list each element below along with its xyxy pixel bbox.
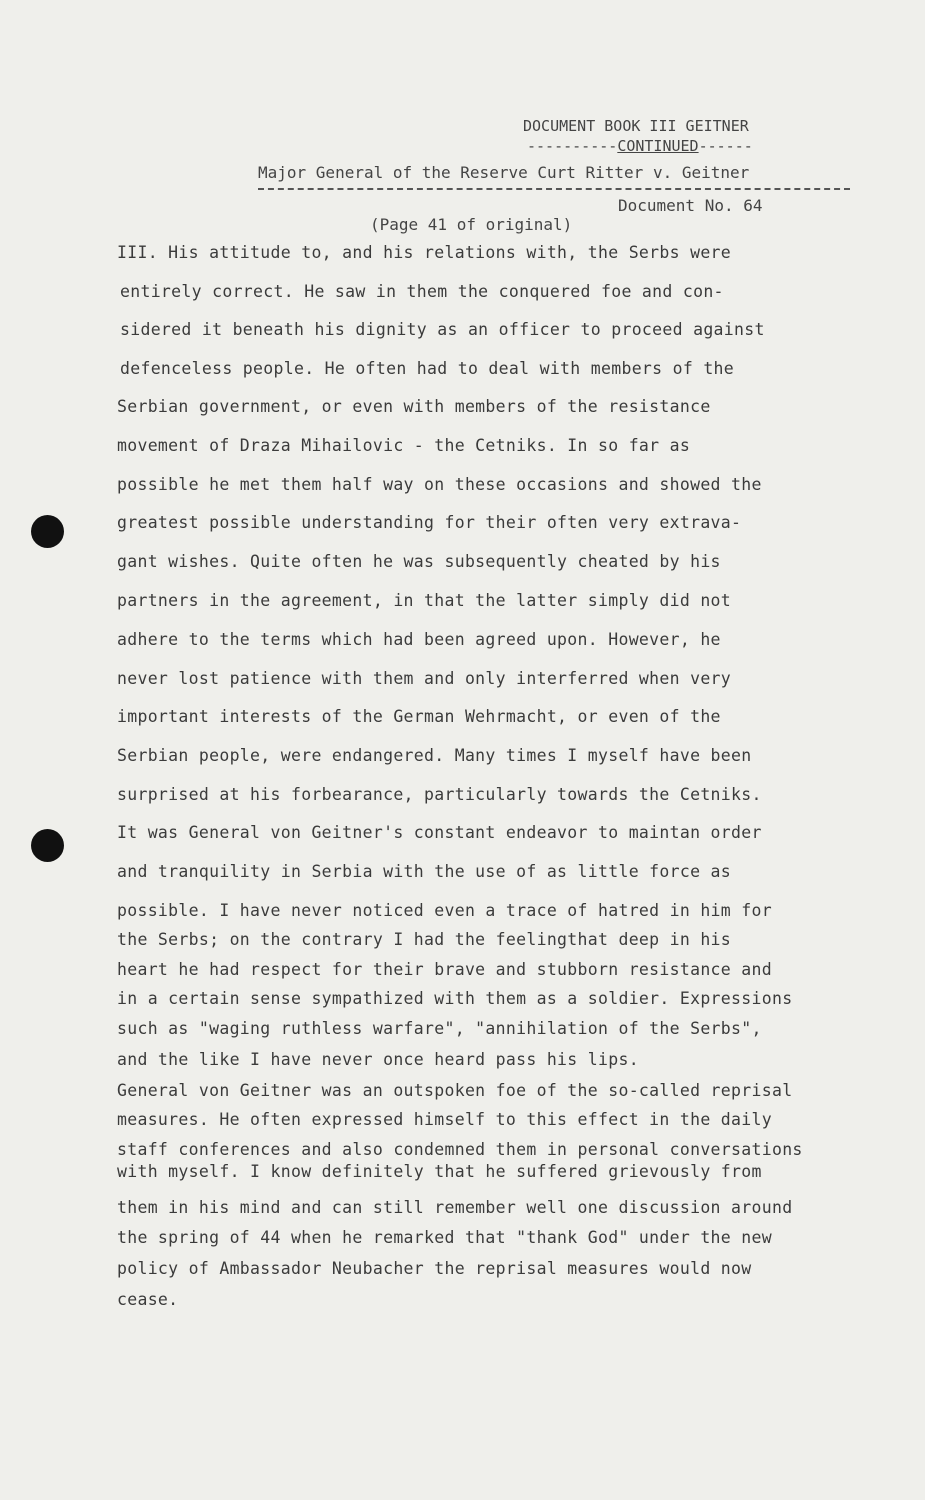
body-line: Serbian government, or even with members of the resistance [117,397,711,416]
body-line: greatest possible understanding for their often very extrava- [117,513,742,532]
body-line: possible. I have never noticed even a trace of hatred in him for [117,901,772,920]
body-line: adhere to the terms which had been agreed upon. However, he [117,630,721,649]
body-line: gant wishes. Quite often he was subsequently cheated by his [117,552,721,571]
page-reference: (Page 41 of original) [370,215,573,234]
body-line: them in his mind and can still remember well one discussion around [117,1198,793,1217]
body-line: surprised at his forbearance, particularly towards the Cetniks. [117,785,762,804]
body-line: and the like I have never once heard pass his lips. [117,1050,639,1069]
body-line: in a certain sense sympathized with them as a soldier. Expressions [117,989,793,1008]
body-line: with myself. I know definitely that he suffered grievously from [117,1162,762,1181]
continued-label: CONTINUED [617,137,699,155]
body-line: General von Geitner was an outspoken foe of the so-called reprisal [117,1081,793,1100]
body-line: cease. [117,1290,179,1309]
continued-leading-rule: ---------- [527,137,618,155]
author-name-line: Major General of the Reserve Curt Ritter v. Geitner [258,163,750,182]
document-number: Document No. 64 [618,196,763,215]
body-line: III. His attitude to, and his relations with, the Serbs were [117,243,732,262]
document-book-heading: DOCUMENT BOOK III GEITNER [523,117,749,135]
body-line: never lost patience with them and only interferred when very [117,669,732,688]
body-line: and tranquility in Serbia with the use of as little force as [117,862,732,881]
body-line: movement of Draza Mihailovic - the Cetniks. In so far as [117,436,691,455]
body-line: policy of Ambassador Neubacher the reprisal measures would now [117,1259,752,1278]
body-line: the spring of 44 when he remarked that "thank God" under the new [117,1228,772,1247]
body-line: staff conferences and also condemned them in personal conversations [117,1140,803,1159]
body-line: Serbian people, were endangered. Many times I myself have been [117,746,752,765]
body-line: important interests of the German Wehrmacht, or even of the [117,707,721,726]
body-line: defenceless people. He often had to deal with members of the [120,359,735,378]
body-line: entirely correct. He saw in them the conquered foe and con- [120,282,724,301]
body-line: possible he met them half way on these occasions and showed the [117,475,762,494]
body-line: the Serbs; on the contrary I had the feelingthat deep in his [117,930,732,949]
body-line: It was General von Geitner's constant endeavor to maintan order [117,823,762,842]
body-line: sidered it beneath his dignity as an officer to proceed against [120,320,765,339]
body-line: such as "waging ruthless warfare", "annihilation of the Serbs", [117,1019,762,1038]
continued-trailing-rule: ------ [698,137,753,155]
body-line: partners in the agreement, in that the latter simply did not [117,591,732,610]
body-line: heart he had respect for their brave and stubborn resistance and [117,960,772,979]
body-line: measures. He often expressed himself to this effect in the daily [117,1110,772,1129]
